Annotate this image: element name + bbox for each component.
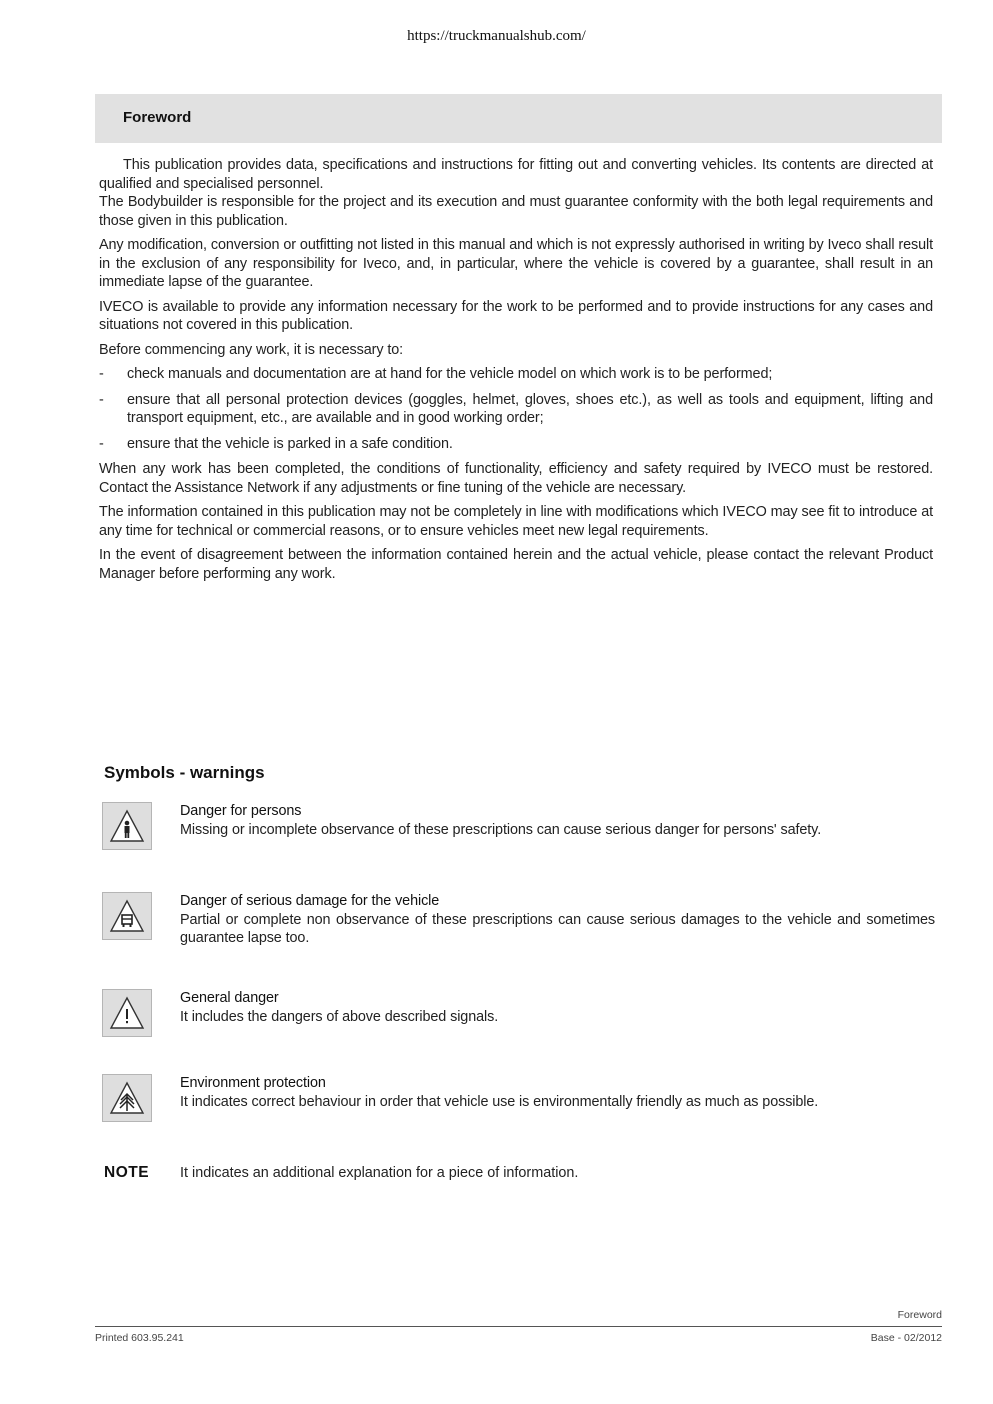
list-item (99, 391, 933, 428)
note-label: NOTE (104, 1164, 150, 1181)
list-item (99, 365, 933, 384)
paragraph-iveco-info: IVECO is available to provide any information necessary for the work to be performed and to provide instructions for any cases and situations not covered in this publication. (99, 298, 933, 333)
symbol-description: Missing or incomplete observance of these prescriptions can cause serious danger for persons' safety. (180, 821, 822, 838)
vehicle-damage-icon (102, 892, 152, 940)
symbol-title: Danger of serious damage for the vehicle (180, 893, 440, 909)
paragraph-bodybuilder: The Bodybuilder is responsible for the project and its execution and must guarantee conformity with the both legal requirements and those given in this publication. (99, 194, 933, 229)
list-dash: - (99, 391, 104, 408)
list-item-text: ensure that all personal protection devices (goggles, helmet, gloves, shoes etc.), as well as tools and equipment, lifting and transport equipment, etc., are available and in good working order; (127, 391, 933, 426)
footer-divider (95, 1326, 942, 1327)
footer-section-name: Foreword (897, 1309, 942, 1321)
paragraph-before-work: Before commencing any work, it is necessary to: (99, 341, 404, 358)
danger-persons-icon (102, 802, 152, 850)
paragraph-after-work: When any work has been completed, the conditions of functionality, efficiency and safety required by IVECO must be restored. Contact the Assistance Network if any adjustments or fine tuning of the vehicle are necessary. (99, 461, 933, 496)
symbol-description: Partial or complete non observance of these prescriptions can cause serious damages to the vehicle and sometimes guarantee lapse too. (180, 911, 935, 946)
paragraph-intro: This publication provides data, specifications and instructions for fitting out and converting vehicles. Its contents are directed at qualified and specialised personnel. (99, 157, 933, 192)
section-title: Foreword (123, 109, 192, 126)
list-dash: - (99, 366, 104, 382)
paragraph-modifications-notice: The information contained in this publication may not be completely in line with modifications which IVECO may see fit to introduce at any time for technical or commercial reasons, or to ensure vehicles meet new legal requirements. (99, 504, 933, 539)
environment-icon (102, 1074, 152, 1122)
footer-base-date: Base - 02/2012 (870, 1332, 942, 1344)
symbol-description: It indicates correct behaviour in order that vehicle use is environmentally friendly as much as possible. (180, 1093, 819, 1110)
paragraph-modification: Any modification, conversion or outfitting not listed in this manual and which is not expressly authorised in writing by Iveco shall result in the exclusion of any responsibility for Iveco, and, in particular, where the vehicle is covered by a guarantee, shall result in an immediate lapse of the guarantee. (99, 237, 933, 290)
symbol-title: General danger (180, 990, 279, 1006)
list-item-text: check manuals and documentation are at hand for the vehicle model on which work is to be performed; (127, 366, 773, 382)
symbol-title: Danger for persons (180, 803, 302, 819)
precaution-list (99, 365, 933, 453)
list-dash: - (99, 435, 104, 452)
footer-printed-code: Printed 603.95.241 (95, 1332, 184, 1344)
list-item-text: ensure that the vehicle is parked in a safe condition. (127, 435, 453, 452)
paragraph-disagreement: In the event of disagreement between the information contained herein and the actual vehicle, please contact the relevant Product Manager before performing any work. (99, 547, 933, 582)
note-text: It indicates an additional explanation for a piece of information. (180, 1165, 579, 1181)
symbols-heading: Symbols - warnings (104, 763, 265, 782)
general-danger-icon (102, 989, 152, 1037)
section-title-bar (95, 94, 942, 143)
header-url[interactable]: https://truckmanualshub.com/ (407, 28, 586, 44)
list-item (99, 435, 933, 454)
foreword-body (99, 156, 933, 589)
symbol-description: It includes the dangers of above described signals. (180, 1008, 499, 1025)
symbol-title: Environment protection (180, 1075, 326, 1091)
